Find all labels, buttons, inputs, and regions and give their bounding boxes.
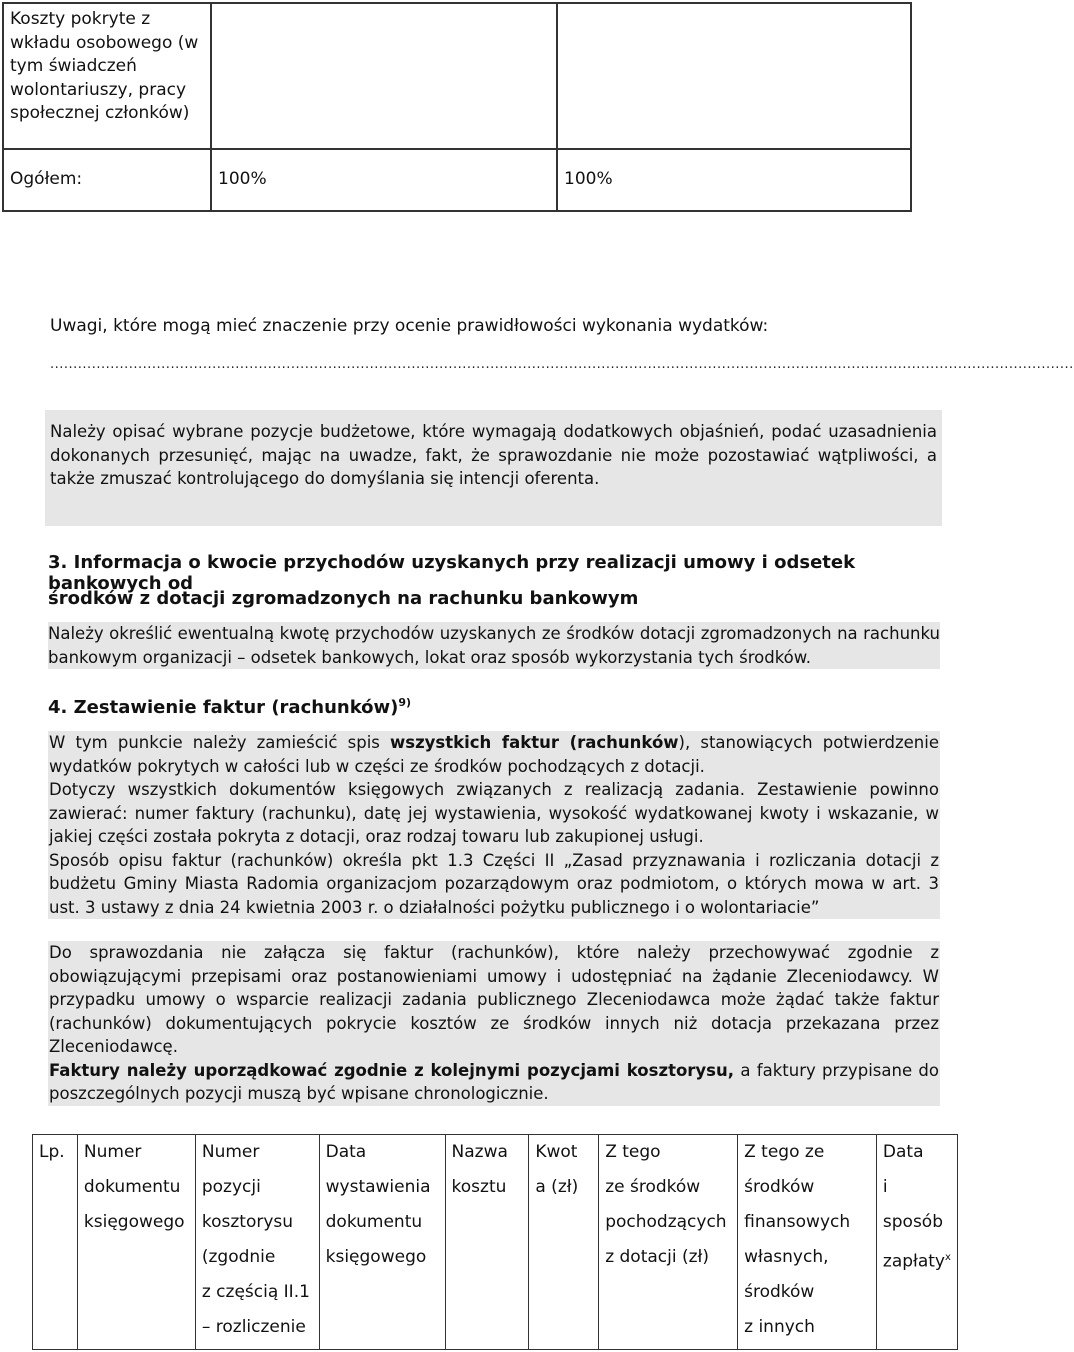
- cost-total-label: Ogółem:: [3, 149, 211, 211]
- section-3-title-line1: 3. Informacja o kwocie przychodów uzyskanych przy realizacji umowy i odsetek bankowych od: [48, 552, 856, 594]
- section-4-title-text: 4. Zestawienie faktur (rachunków): [48, 697, 399, 718]
- invoice-header-col-1: [33, 1135, 78, 1350]
- section-4-paragraph-1: [48, 731, 940, 778]
- section-4-paragraph-5: [48, 1059, 940, 1106]
- invoice-header-col-7: [599, 1135, 738, 1350]
- invoice-header-line: środków: [744, 1282, 815, 1302]
- footnote-ref: x: [945, 1252, 951, 1263]
- cost-table: [2, 2, 912, 212]
- invoice-table-header: [33, 1135, 958, 1350]
- invoice-header-line: kosztorysu: [201, 1212, 294, 1232]
- invoice-header-col-6: [529, 1135, 599, 1350]
- invoice-header-line: finansowych: [744, 1212, 851, 1232]
- invoice-header-line: pochodzących: [605, 1212, 727, 1232]
- section-4-title: [48, 696, 411, 718]
- invoice-header-line: dokumentu: [325, 1212, 423, 1232]
- invoice-header-line: wystawienia: [325, 1177, 431, 1197]
- invoice-header-line: a (zł): [535, 1177, 579, 1197]
- invoice-header-line: z częścią II.1: [201, 1282, 310, 1302]
- budget-note-box: [45, 410, 942, 526]
- section-4-paragraph-4: Do sprawozdania nie załącza się faktur (rachunków), które należy przechowywać zgodnie z obowiązującymi przepisami oraz postanowieniami umowy i udostępniać na żądanie Zleceniodawcy. W przypadku umowy o wsparcie realizacji zadania publicznego Zleceniodawca może żądać także faktur (rachunków) dokumentujących pokrycie kosztów ze środków innych niż dotacja przekazana przez Zleceniodawcę.: [49, 943, 939, 1056]
- section-4-instructions-box: [48, 731, 940, 919]
- invoice-header-line: – rozliczenie: [201, 1317, 306, 1337]
- invoice-header-line: Z tego ze: [744, 1142, 825, 1162]
- invoice-header-line: Data: [882, 1142, 924, 1162]
- invoice-header-line: z dotacji (zł): [605, 1247, 710, 1267]
- invoice-header-line: sposób: [882, 1212, 943, 1232]
- section-3-note-text: Należy określić ewentualną kwotę przychodów uzyskanych ze środków dotacji zgromadzonych na rachunku bankowym organizacji – odsetek bankowych, lokat oraz sposób wykorzystania tych środków.: [48, 624, 940, 667]
- cost-total-value-2: 100%: [557, 149, 911, 211]
- invoice-header-line: z innych: [744, 1317, 815, 1337]
- invoice-header-col-9: [876, 1135, 957, 1350]
- invoice-header-line: środków: [744, 1177, 815, 1197]
- invoice-header-line: własnych,: [744, 1247, 829, 1267]
- invoice-header-line: pozycji: [201, 1177, 261, 1197]
- invoice-header-line: (zgodnie: [201, 1247, 276, 1267]
- invoice-header-line: księgowego: [325, 1247, 427, 1267]
- cost-total-value-1: 100%: [211, 149, 557, 211]
- invoice-table: [32, 1134, 958, 1350]
- section-3-title-line2: środków z dotacji zgromadzonych na rachunku bankowym: [48, 588, 639, 609]
- invoice-header-line: Lp.: [39, 1142, 65, 1162]
- section-4-p1-bold: wszystkich faktur (rachunków: [390, 733, 679, 752]
- section-4-p5-bold: Faktury należy uporządkować zgodnie z kolejnymi pozycjami kosztorysu,: [49, 1060, 735, 1080]
- invoice-header-line: dokumentu: [83, 1177, 181, 1197]
- invoice-header-line: zapłaty$^x$: [882, 1251, 951, 1272]
- cost-row-personal-label: Koszty pokryte z wkładu osobowego (w tym świadczeń wolontariuszy, pracy społecznej członków): [3, 3, 211, 149]
- invoice-header-line: Data: [325, 1142, 367, 1162]
- cost-cell-empty: [557, 3, 911, 149]
- invoice-header-line: i: [882, 1177, 888, 1197]
- section-4-p5-text: a faktury przypisane do poszczególnych pozycji muszą być wpisane chronologicznie.: [49, 1060, 940, 1103]
- invoice-header-line: ze środków: [605, 1177, 701, 1197]
- section-4-paragraph-2: Dotyczy wszystkich dokumentów księgowych związanych z realizacją zadania. Zestawienie powinno zawierać: numer faktury (rachunku), datę jej wystawienia, wysokość wydatkowanej kwoty i wskazanie, w jakiej części została pokryta z dotacji, oraz rodzaj towaru lub zakupionej usługi.: [49, 780, 939, 846]
- remarks-dots: .............................................................................................................................................................................................................................: [50, 357, 1074, 372]
- budget-note-text: Należy opisać wybrane pozycje budżetowe, które wymagają dodatkowych objaśnień, podać uzasadnienia dokonanych przesunięć, mając na uwadze, fakt, że sprawozdanie nie może pozostawiać wątpliwości, a także zmuszać kontrolującego do domyślania się intencji oferenta.: [50, 422, 937, 488]
- invoice-header-col-5: [445, 1135, 529, 1350]
- cost-cell-empty: [211, 3, 557, 149]
- invoice-header-col-8: [738, 1135, 877, 1350]
- section-4-paragraph-3: Sposób opisu faktur (rachunków) określa pkt 1.3 Części II „Zasad przyznawania i rozliczania dotacji z budżetu Gminy Miasta Radomia organizacjom pozarządowym oraz podmiotom, o których mowa w art. 3 ust. 3 ustawy z dnia 24 kwietnia 2003 r. o działalności pożytku publicznego i o wolontariacie”: [49, 850, 939, 917]
- invoice-header-line: Z tego: [605, 1142, 661, 1162]
- section-4-storage-box: [48, 941, 940, 1106]
- invoice-header-line: księgowego: [83, 1212, 185, 1232]
- invoice-header-line: Numer: [83, 1142, 142, 1162]
- cost-row-personal: [3, 3, 911, 149]
- cost-row-total: [3, 149, 911, 211]
- invoice-header-line: Numer: [201, 1142, 260, 1162]
- invoice-header-line: Kwot: [535, 1142, 578, 1162]
- invoice-header-col-4: [319, 1135, 445, 1350]
- section-3-note-box: [48, 622, 940, 669]
- invoice-header-line: Nazwa: [451, 1142, 508, 1162]
- remarks-label: Uwagi, które mogą mieć znaczenie przy ocenie prawidłowości wykonania wydatków:: [50, 316, 769, 336]
- invoice-header-line: kosztu: [451, 1177, 507, 1197]
- footnote-ref: 9): [398, 696, 412, 709]
- section-4-p1-text: W tym punkcie należy zamieścić spis: [49, 733, 390, 752]
- invoice-header-col-2: [77, 1135, 195, 1350]
- invoice-header-col-3: [195, 1135, 319, 1350]
- section-4-p1-text-end: ), stanowiących potwierdzenie wydatków pokrytych w całości lub w części ze środków pochodzących z dotacji.: [49, 733, 940, 776]
